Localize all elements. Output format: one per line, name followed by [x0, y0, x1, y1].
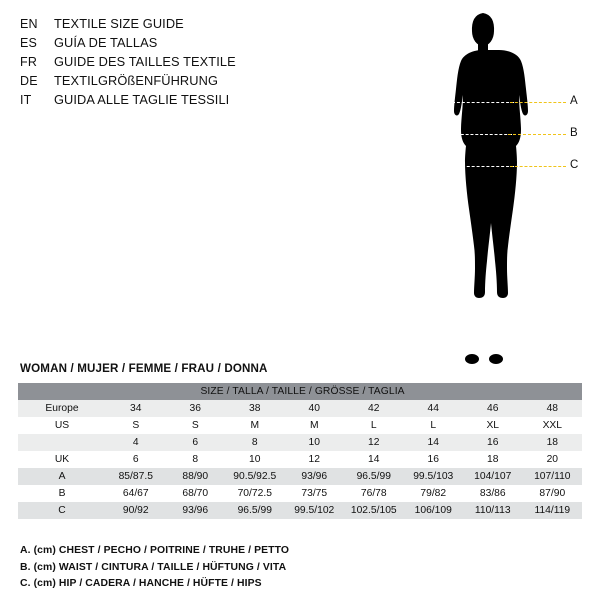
row-label-europe: Europe: [45, 403, 79, 414]
cell: 106/109: [414, 505, 452, 516]
cell: 40: [308, 403, 320, 414]
cell: 14: [427, 437, 439, 448]
cell: 64/67: [122, 488, 149, 499]
cell: M: [309, 420, 319, 431]
language-row-it: [20, 92, 320, 111]
measure-line-a: [510, 102, 566, 103]
row-label-uk: UK: [54, 454, 70, 465]
cell: 6: [132, 454, 139, 465]
size-table: [18, 383, 582, 519]
cell: L: [370, 420, 377, 431]
legend-line-b: B. (cm) WAIST / CINTURA / TAILLE / HÜFTUNG / VITA: [20, 561, 287, 573]
cell: 4: [132, 437, 139, 448]
body-figure: [430, 10, 590, 370]
language-header-block: [20, 16, 320, 111]
cell: 104/107: [474, 471, 512, 482]
cell: 96.5/99: [356, 471, 391, 482]
cell: 34: [130, 403, 142, 414]
language-text-fr: GUIDE DES TAILLES TEXTILE: [54, 54, 236, 69]
cell: 79/82: [420, 488, 447, 499]
cell: 96.5/99: [237, 505, 272, 516]
cell: 16: [427, 454, 439, 465]
section-title: WOMAN / MUJER / FEMME / FRAU / DONNA: [20, 362, 268, 375]
cell: 14: [368, 454, 380, 465]
table-row: [18, 417, 582, 434]
row-label-b: B: [58, 488, 66, 499]
cell: 16: [487, 437, 499, 448]
cell: S: [132, 420, 140, 431]
cell: XXL: [542, 420, 563, 431]
cell: 46: [487, 403, 499, 414]
cell: 83/86: [479, 488, 506, 499]
row-label-us: US: [54, 420, 70, 431]
table-row: [18, 502, 582, 519]
cell: 107/110: [534, 471, 571, 482]
female-silhouette-icon: [430, 10, 590, 370]
cell: XL: [486, 420, 500, 431]
cell: 6: [192, 437, 199, 448]
cell: 8: [251, 437, 258, 448]
language-text-en: TEXTILE SIZE GUIDE: [54, 16, 184, 31]
table-row: [18, 468, 582, 485]
table-row: [18, 485, 582, 502]
cell: 110/113: [474, 505, 511, 516]
language-row-fr: [20, 54, 320, 73]
language-row-de: [20, 73, 320, 92]
measure-label-b: B: [570, 127, 578, 139]
cell: 85/87.5: [118, 471, 153, 482]
cell: 12: [308, 454, 320, 465]
measure-label-c: C: [570, 159, 579, 171]
cell: 114/119: [534, 505, 571, 516]
language-text-it: GUIDA ALLE TAGLIE TESSILI: [54, 92, 230, 107]
table-row: [18, 434, 582, 451]
cell: 10: [249, 454, 261, 465]
cell: 76/78: [360, 488, 387, 499]
measure-line-c-body: [452, 166, 514, 167]
cell: 48: [546, 403, 559, 414]
cell: 18: [546, 437, 559, 448]
cell: 44: [427, 403, 439, 414]
cell: 18: [487, 454, 499, 465]
language-text-de: TEXTILGRÖßENFÜHRUNG: [54, 73, 218, 88]
cell: 42: [368, 403, 380, 414]
cell: 87/90: [539, 488, 566, 499]
table-header-row: [18, 383, 582, 400]
language-code-fr: FR: [20, 55, 38, 69]
language-code-de: DE: [20, 74, 38, 88]
cell: 38: [249, 403, 261, 414]
language-row-es: [20, 35, 320, 54]
measure-label-a: A: [570, 95, 578, 107]
cell: M: [250, 420, 260, 431]
cell: 68/70: [182, 488, 209, 499]
language-text-es: GUÍA DE TALLAS: [54, 35, 158, 50]
cell: 88/90: [182, 471, 209, 482]
cell: 8: [192, 454, 199, 465]
legend-line-c: C. (cm) HIP / CADERA / HANCHE / HÜFTE / HIPS: [20, 578, 262, 589]
cell: 99.5/103: [413, 471, 454, 482]
row-label-a: A: [58, 471, 66, 482]
cell: S: [191, 420, 199, 431]
table-row: [18, 451, 582, 468]
row-label-c: C: [58, 505, 66, 516]
cell: 102.5/105: [350, 505, 397, 516]
cell: 93/96: [301, 471, 328, 482]
cell: 90.5/92.5: [233, 471, 277, 482]
table-row: [18, 400, 582, 417]
cell: 90/92: [122, 505, 149, 516]
language-code-en: EN: [20, 17, 38, 31]
cell: 99.5/102: [294, 505, 335, 516]
measurement-legend: [20, 543, 580, 593]
language-code-it: IT: [20, 93, 32, 107]
cell: 70/72.5: [237, 488, 272, 499]
measure-line-b-body: [456, 134, 512, 135]
table-header-label: SIZE / TALLA / TAILLE / GRÖSSE / TAGLIA: [18, 383, 582, 400]
measure-line-c: [510, 166, 566, 167]
cell: 36: [189, 403, 201, 414]
cell: 73/75: [301, 488, 328, 499]
measure-line-a-body: [452, 102, 514, 103]
language-code-es: ES: [20, 36, 38, 50]
row-label-us-numeric: [18, 434, 106, 451]
legend-line-a: A. (cm) CHEST / PECHO / POITRINE / TRUHE / PETTO: [20, 545, 290, 556]
size-table-wrapper: [18, 383, 582, 519]
cell: 10: [308, 437, 320, 448]
cell: L: [430, 420, 437, 431]
cell: 12: [368, 437, 380, 448]
measure-line-b: [508, 134, 566, 135]
cell: 93/96: [182, 505, 209, 516]
cell: 20: [546, 454, 559, 465]
language-row-en: [20, 16, 320, 35]
